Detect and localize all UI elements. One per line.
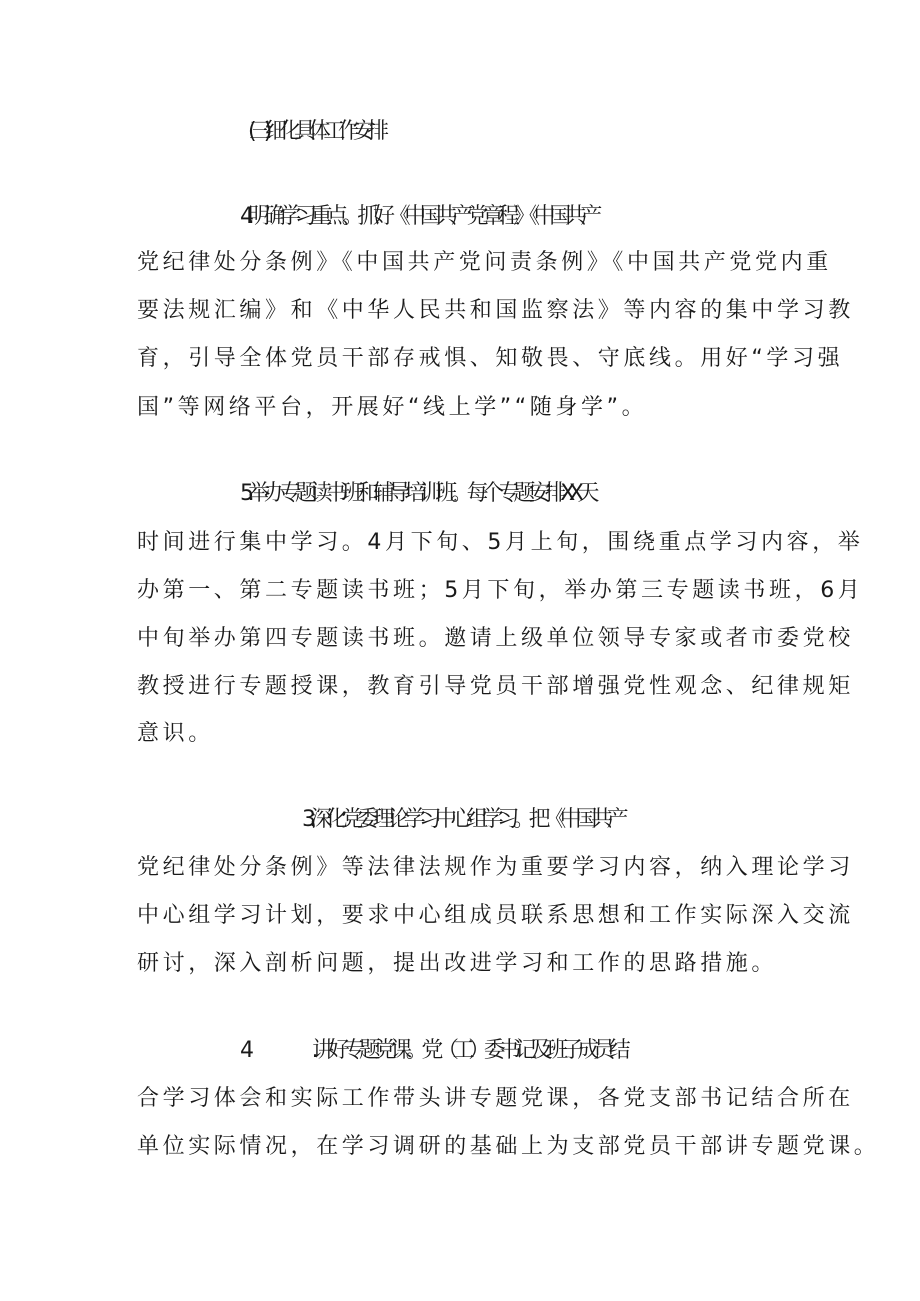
paragraph-line: 中旬举办第四专题读书班。邀请上级单位领导专家或者市委党校 <box>137 626 854 651</box>
paragraph-line: 合学习体会和实际工作带头讲专题党课，各党支部书记结合所在 <box>137 1086 854 1111</box>
section-heading: (三)细化具体工作安排 <box>248 119 382 144</box>
paragraph-line: 党纪律处分条例》《中国共产党问责条例》《中国共产党党内重 <box>137 250 832 275</box>
paragraph-line: 教授进行专题授课，教育引导党员干部增强党性观念、纪律规矩 <box>137 674 854 699</box>
paragraph-line: 育，引导全体党员干部存戒惧、知敬畏、守底线。用好“学习强 <box>137 346 844 371</box>
paragraph-line: 意识。 <box>137 721 214 746</box>
item-number: 4 <box>240 1038 248 1063</box>
paragraph-line: 3.深化党委理论学习中心组学习。把《中国共产 <box>302 807 623 832</box>
paragraph-line: 中心组学习计划，要求中心组成员联系思想和工作实际深入交流 <box>137 903 854 928</box>
paragraph-line: 5.举办专题读书班和辅导培训班。每个专题安排XX天 <box>240 481 594 506</box>
paragraph-line <box>240 1036 920 1066</box>
paragraph-line: 4.明确学习重点。抓好《中国共产党章程》《中国共产 <box>240 204 596 229</box>
paragraph-line: 要法规汇编》和《中华人民共和国监察法》等内容的集中学习教 <box>137 298 854 323</box>
paragraph-line: 党纪律处分条例》等法律法规作为重要学习内容，纳入理论学习 <box>137 855 854 880</box>
paragraph-line: 时间进行集中学习。4月下旬、5月上旬，围绕重点学习内容，举 <box>137 530 864 555</box>
paragraph-line: 办第一、第二专题读书班；5月下旬，举办第三专题读书班，6月 <box>137 578 864 603</box>
paragraph-line: 国”等网络平台，开展好“线上学”“随身学”。 <box>137 395 648 420</box>
paragraph-line: 单位实际情况，在学习调研的基础上为支部党员干部讲专题党课。 <box>137 1134 880 1159</box>
paragraph-line: 研讨，深入剖析问题，提出改进学习和工作的思路措施。 <box>137 951 778 976</box>
item-text: .讲好专题党课。党（工）委书记及班子成员结 <box>311 1038 625 1063</box>
